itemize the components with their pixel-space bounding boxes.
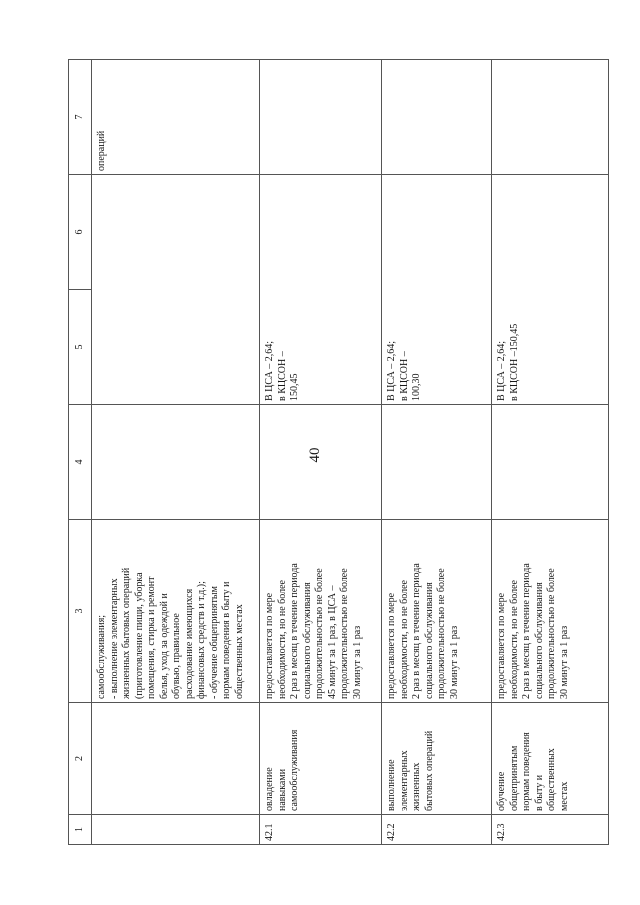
- header-cell-6: 6: [69, 175, 92, 290]
- table-body: [92, 60, 609, 845]
- cell-text-line: общественных местах: [233, 604, 245, 699]
- cell-text-line: общественных: [546, 748, 557, 811]
- table-row: [260, 60, 382, 845]
- cell-text-line: самообслуживания;: [96, 614, 107, 699]
- cell-text-line: В ЦСА – 2,64;: [264, 340, 275, 401]
- header-cell-5: 5: [69, 290, 92, 405]
- header-cell-7: 7: [69, 60, 92, 175]
- cell-text-line: 2 раз в месяц в течение периода: [521, 563, 532, 699]
- cell-text-line: в КЦСОН –: [398, 351, 410, 401]
- col7-cell: [492, 60, 609, 175]
- cell-text-line: 30 минут за 1 раз: [558, 625, 570, 699]
- description-cell: [492, 520, 609, 703]
- cell-text-line: обучение: [496, 771, 507, 811]
- cell-text-line: социального обслуживания: [533, 582, 545, 699]
- price-cell: [260, 290, 382, 405]
- cell-text-line: 30 минут за 1 раз: [448, 625, 460, 699]
- col6-cell: [260, 175, 382, 290]
- col6-cell: [382, 175, 492, 290]
- col6-cell: [492, 175, 609, 290]
- cell-text-line: 42.3: [496, 823, 507, 841]
- cell-text-line: 42.1: [264, 823, 275, 841]
- col4-cell: [260, 405, 382, 520]
- cell-text-line: 150,45: [289, 373, 300, 401]
- cell-text-line: нормам поведения: [521, 732, 532, 811]
- cell-text-line: 45 минут за 1 раз, в ЦСА –: [326, 585, 338, 699]
- cell-text-line: финансовых средств и т.д.);: [196, 581, 207, 699]
- table-row: [492, 60, 609, 845]
- cell-text-line: помещения, стирка и ремонт: [146, 576, 157, 699]
- price-cell: [492, 290, 609, 405]
- description-cell: [382, 520, 492, 703]
- cell-text-line: - выполнение элементарных: [108, 578, 120, 699]
- cell-text-line: предоставляется по мере: [496, 592, 507, 699]
- cell-text-line: предоставляется по мере: [264, 592, 275, 699]
- cell-text-line: В ЦСА – 2,64;: [386, 340, 397, 401]
- cell-text-line: социального обслуживания: [423, 582, 435, 699]
- col7-cell: [260, 60, 382, 175]
- col7-cell: [92, 60, 260, 175]
- cell-text-line: в КЦСОН –150,45: [508, 323, 520, 401]
- description-cell: [92, 520, 260, 703]
- cell-text-line: 30 минут за 1 раз: [351, 625, 363, 699]
- cell-text-line: местах: [558, 781, 570, 811]
- header-cell-3: 3: [69, 520, 92, 703]
- row-number-cell: [260, 815, 382, 845]
- table-row: [382, 60, 492, 845]
- service-name-cell: [382, 703, 492, 815]
- row-number-cell: [92, 815, 260, 845]
- cell-text-line: 2 раз в месяц в течение периода: [289, 563, 300, 699]
- cell-text-line: обувью, правильное: [171, 613, 182, 699]
- cell-text-line: элементарных: [398, 750, 410, 811]
- cell-text-line: продолжительностью не более: [339, 568, 350, 699]
- cell-text-line: - обучение общепринятым: [208, 586, 220, 699]
- page-number: 40: [307, 447, 323, 463]
- cell-text-line: предоставляется по мере: [386, 592, 397, 699]
- cell-text-line: выполнение: [386, 759, 397, 811]
- col7-cell: [382, 60, 492, 175]
- cell-text-line: бытовых операций: [423, 730, 435, 811]
- row-number-cell: [382, 815, 492, 845]
- cell-text-line: овладение: [264, 767, 275, 811]
- cell-text-line: самообслуживания: [289, 729, 300, 811]
- cell-text-line: белья, уход за одеждой и: [158, 593, 170, 699]
- cell-text-line: жизненных: [411, 762, 422, 811]
- col4-cell: [92, 405, 260, 520]
- cell-text-line: 100,30: [411, 373, 422, 401]
- col4-cell: [382, 405, 492, 520]
- header-row: [69, 60, 92, 845]
- cell-text-line: продолжительностью не более: [546, 568, 557, 699]
- cell-text-line: 42.2: [386, 823, 397, 841]
- cell-text-line: нормам поведения в быту и: [221, 581, 232, 699]
- cell-text-line: навыками: [276, 768, 288, 811]
- header-cell-4: 4: [69, 405, 92, 520]
- header-cell-2: 2: [69, 703, 92, 815]
- service-name-cell: [260, 703, 382, 815]
- cell-text-line: необходимости, но не более: [276, 580, 288, 699]
- cell-text-line: В ЦСА – 2,64;: [496, 340, 507, 401]
- table-row: [92, 60, 260, 845]
- cell-text-line: необходимости, но не более: [398, 580, 410, 699]
- rotated-table-wrapper: [68, 60, 603, 845]
- price-cell: [92, 290, 260, 405]
- col6-cell: [92, 175, 260, 290]
- cell-text-line: необходимости, но не более: [508, 580, 520, 699]
- cell-text-line: социального обслуживания: [301, 582, 313, 699]
- description-cell: [260, 520, 382, 703]
- cell-text-line: (приготовление пищи, уборка: [133, 572, 145, 699]
- service-name-cell: [92, 703, 260, 815]
- cell-text-line: 2 раз в месяц в течение периода: [411, 563, 422, 699]
- cell-text-line: продолжительностью не более: [314, 568, 325, 699]
- cell-text-line: расходование имеющихся: [183, 588, 195, 699]
- cell-text-line: в быту и: [533, 774, 545, 811]
- cell-text-line: жизненных бытовых операций: [121, 567, 132, 699]
- cell-text-line: операций: [96, 130, 107, 171]
- cell-text-line: продолжительностью не более: [436, 568, 447, 699]
- cell-text-line: в КЦСОН –: [276, 351, 288, 401]
- cell-text-line: общепринятым: [508, 745, 520, 811]
- header-cell-1: 1: [69, 815, 92, 845]
- services-table: [68, 59, 609, 845]
- service-name-cell: [492, 703, 609, 815]
- row-number-cell: [492, 815, 609, 845]
- col4-cell: [492, 405, 609, 520]
- price-cell: [382, 290, 492, 405]
